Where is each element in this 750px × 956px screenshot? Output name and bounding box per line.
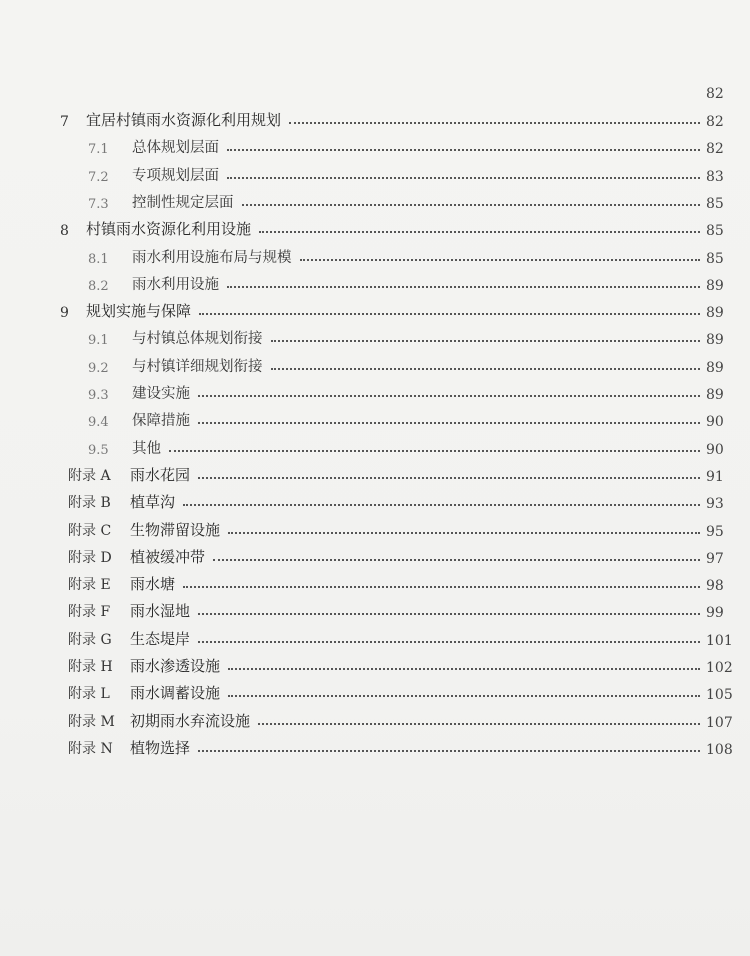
toc-entry-page: 83 (706, 169, 724, 185)
toc-leader-dots (271, 339, 701, 342)
toc-entry-number: 9.2 (88, 361, 109, 376)
toc-entry-title: 植草沟 (130, 493, 176, 511)
toc-leader-dots (183, 503, 700, 506)
toc-entry[interactable] (0, 461, 750, 485)
toc-entry-page: 85 (706, 251, 724, 267)
toc-leader-dots (259, 230, 700, 233)
toc-entry-number: 附录 G (68, 632, 112, 648)
toc-entry-title: 宜居村镇雨水资源化利用规划 (86, 111, 282, 129)
toc-entry-page: 99 (706, 605, 724, 621)
toc-entry-page: 89 (706, 305, 724, 321)
toc-leader-dots (199, 312, 700, 315)
toc-entry[interactable] (0, 270, 750, 294)
toc-leader-dots (227, 148, 700, 151)
toc-top-page-number: 82 (706, 86, 724, 102)
toc-leader-dots (213, 558, 700, 561)
toc-leader-dots (198, 394, 700, 397)
toc-entry-page: 91 (706, 469, 724, 485)
toc-entry[interactable] (0, 297, 750, 321)
toc-entry[interactable] (0, 188, 750, 212)
toc-entry-title: 雨水利用设施布局与规模 (132, 250, 292, 266)
toc-entry[interactable] (0, 570, 750, 594)
toc-entry-page: 108 (706, 742, 733, 758)
toc-entry-number: 8.1 (88, 252, 109, 267)
toc-entry-number: 9.3 (88, 388, 109, 403)
toc-entry-title: 控制性规定层面 (132, 195, 234, 211)
toc-entry-number: 附录 M (68, 714, 115, 730)
toc-entry-page: 89 (706, 332, 724, 348)
toc-entry-title: 雨水渗透设施 (130, 657, 221, 675)
toc-entry-page: 105 (706, 687, 733, 703)
toc-entry-page: 93 (706, 496, 724, 512)
toc-entry-number: 9.4 (88, 415, 109, 430)
toc-leader-dots (227, 176, 700, 179)
toc-entry[interactable] (0, 352, 750, 376)
toc-entry-page: 98 (706, 578, 724, 594)
toc-leader-dots (258, 722, 700, 725)
toc-entry-title: 村镇雨水资源化利用设施 (86, 220, 252, 238)
toc-entry-title: 雨水利用设施 (132, 277, 219, 293)
toc-leader-dots (198, 476, 700, 479)
toc-entry[interactable] (0, 543, 750, 567)
toc-entry-title: 其他 (132, 441, 161, 457)
toc-leader-dots (198, 640, 700, 643)
toc-entry[interactable] (0, 516, 750, 540)
toc-entry-number: 附录 B (68, 495, 111, 511)
toc-entry-title: 总体规划层面 (132, 140, 219, 156)
toc-entry-number: 7.2 (88, 170, 109, 185)
toc-entry-page: 97 (706, 551, 724, 567)
toc-leader-dots (169, 449, 700, 452)
toc-leader-dots (227, 285, 700, 288)
toc-entry-number: 附录 E (68, 577, 111, 593)
toc-entry-page: 89 (706, 278, 724, 294)
toc-entry-number: 7 (60, 114, 69, 130)
toc-entry-number: 附录 A (68, 468, 111, 484)
toc-leader-dots (289, 121, 700, 124)
toc-leader-dots (228, 694, 700, 697)
toc-entry-page: 82 (706, 114, 724, 130)
toc-entry[interactable] (0, 215, 750, 239)
toc-entry-page: 89 (706, 387, 724, 403)
toc-entry-title: 初期雨水弃流设施 (130, 712, 251, 730)
toc-leader-dots (300, 258, 701, 261)
toc-entry-number: 附录 F (68, 604, 111, 620)
toc-entry[interactable] (0, 406, 750, 430)
toc-entry-title: 雨水湿地 (130, 602, 191, 620)
toc-entry[interactable] (0, 133, 750, 157)
toc-leader-dots (198, 749, 700, 752)
toc-entry-title: 保障措施 (132, 413, 190, 429)
toc-entry[interactable] (0, 652, 750, 676)
toc-entry[interactable] (0, 324, 750, 348)
toc-entry-number: 8 (60, 223, 69, 239)
toc-entry[interactable] (0, 379, 750, 403)
toc-entry-number: 9 (60, 305, 69, 321)
toc-top-page-row (0, 78, 750, 102)
toc-leader-dots (228, 667, 700, 670)
toc-entry-number: 9.5 (88, 443, 109, 458)
toc-entry-title: 与村镇总体规划衔接 (132, 331, 263, 347)
toc-entry[interactable] (0, 679, 750, 703)
toc-entry[interactable] (0, 243, 750, 267)
toc-entry-title: 与村镇详细规划衔接 (132, 359, 263, 375)
toc-entry-number: 附录 D (68, 550, 112, 566)
toc-entry-page: 90 (706, 442, 724, 458)
toc-entry-number: 7.1 (88, 142, 109, 157)
toc-entry-title: 生物滞留设施 (130, 521, 221, 539)
toc-entry-title: 雨水花园 (130, 466, 191, 484)
toc-leader-dots (271, 367, 701, 370)
toc-entry-title: 雨水塘 (130, 575, 176, 593)
toc-entry-number: 附录 H (68, 659, 113, 675)
toc-leader-dots (242, 203, 701, 206)
toc-entry-title: 生态堤岸 (130, 630, 191, 648)
toc-entry-title: 植物选择 (130, 739, 191, 757)
toc-entry[interactable] (0, 707, 750, 731)
toc-entry[interactable] (0, 161, 750, 185)
toc-entry-title: 雨水调蓄设施 (130, 684, 221, 702)
toc-entry-page: 102 (706, 660, 733, 676)
toc-entry-page: 89 (706, 360, 724, 376)
toc-entry[interactable] (0, 625, 750, 649)
toc-entry[interactable] (0, 734, 750, 758)
toc-entry-page: 85 (706, 223, 724, 239)
toc-entry-page: 85 (706, 196, 724, 212)
toc-entry-number: 附录 N (68, 741, 113, 757)
toc-entry-page: 82 (706, 141, 724, 157)
toc-entry-number: 8.2 (88, 279, 109, 294)
toc-leader-dots (198, 421, 700, 424)
toc-entry-number: 7.3 (88, 197, 109, 212)
toc-leader-dots (183, 585, 700, 588)
toc-leader-dots (198, 612, 700, 615)
toc-entry[interactable] (0, 597, 750, 621)
toc-entry-title: 规划实施与保障 (86, 302, 192, 320)
toc-entry-title: 建设实施 (132, 386, 190, 402)
toc-entry-title: 专项规划层面 (132, 168, 219, 184)
toc-entry-page: 101 (706, 633, 733, 649)
toc-leader-dots (228, 531, 700, 534)
toc-entry-number: 附录 L (68, 686, 110, 702)
toc-entry-number: 附录 C (68, 523, 112, 539)
toc-entry[interactable] (0, 488, 750, 512)
toc-entry-page: 90 (706, 414, 724, 430)
toc-entry[interactable] (0, 434, 750, 458)
toc-entry-page: 107 (706, 715, 733, 731)
toc-entry-number: 9.1 (88, 333, 109, 348)
toc-entry[interactable] (0, 106, 750, 130)
toc-entry-title: 植被缓冲带 (130, 548, 206, 566)
toc-entry-page: 95 (706, 524, 724, 540)
